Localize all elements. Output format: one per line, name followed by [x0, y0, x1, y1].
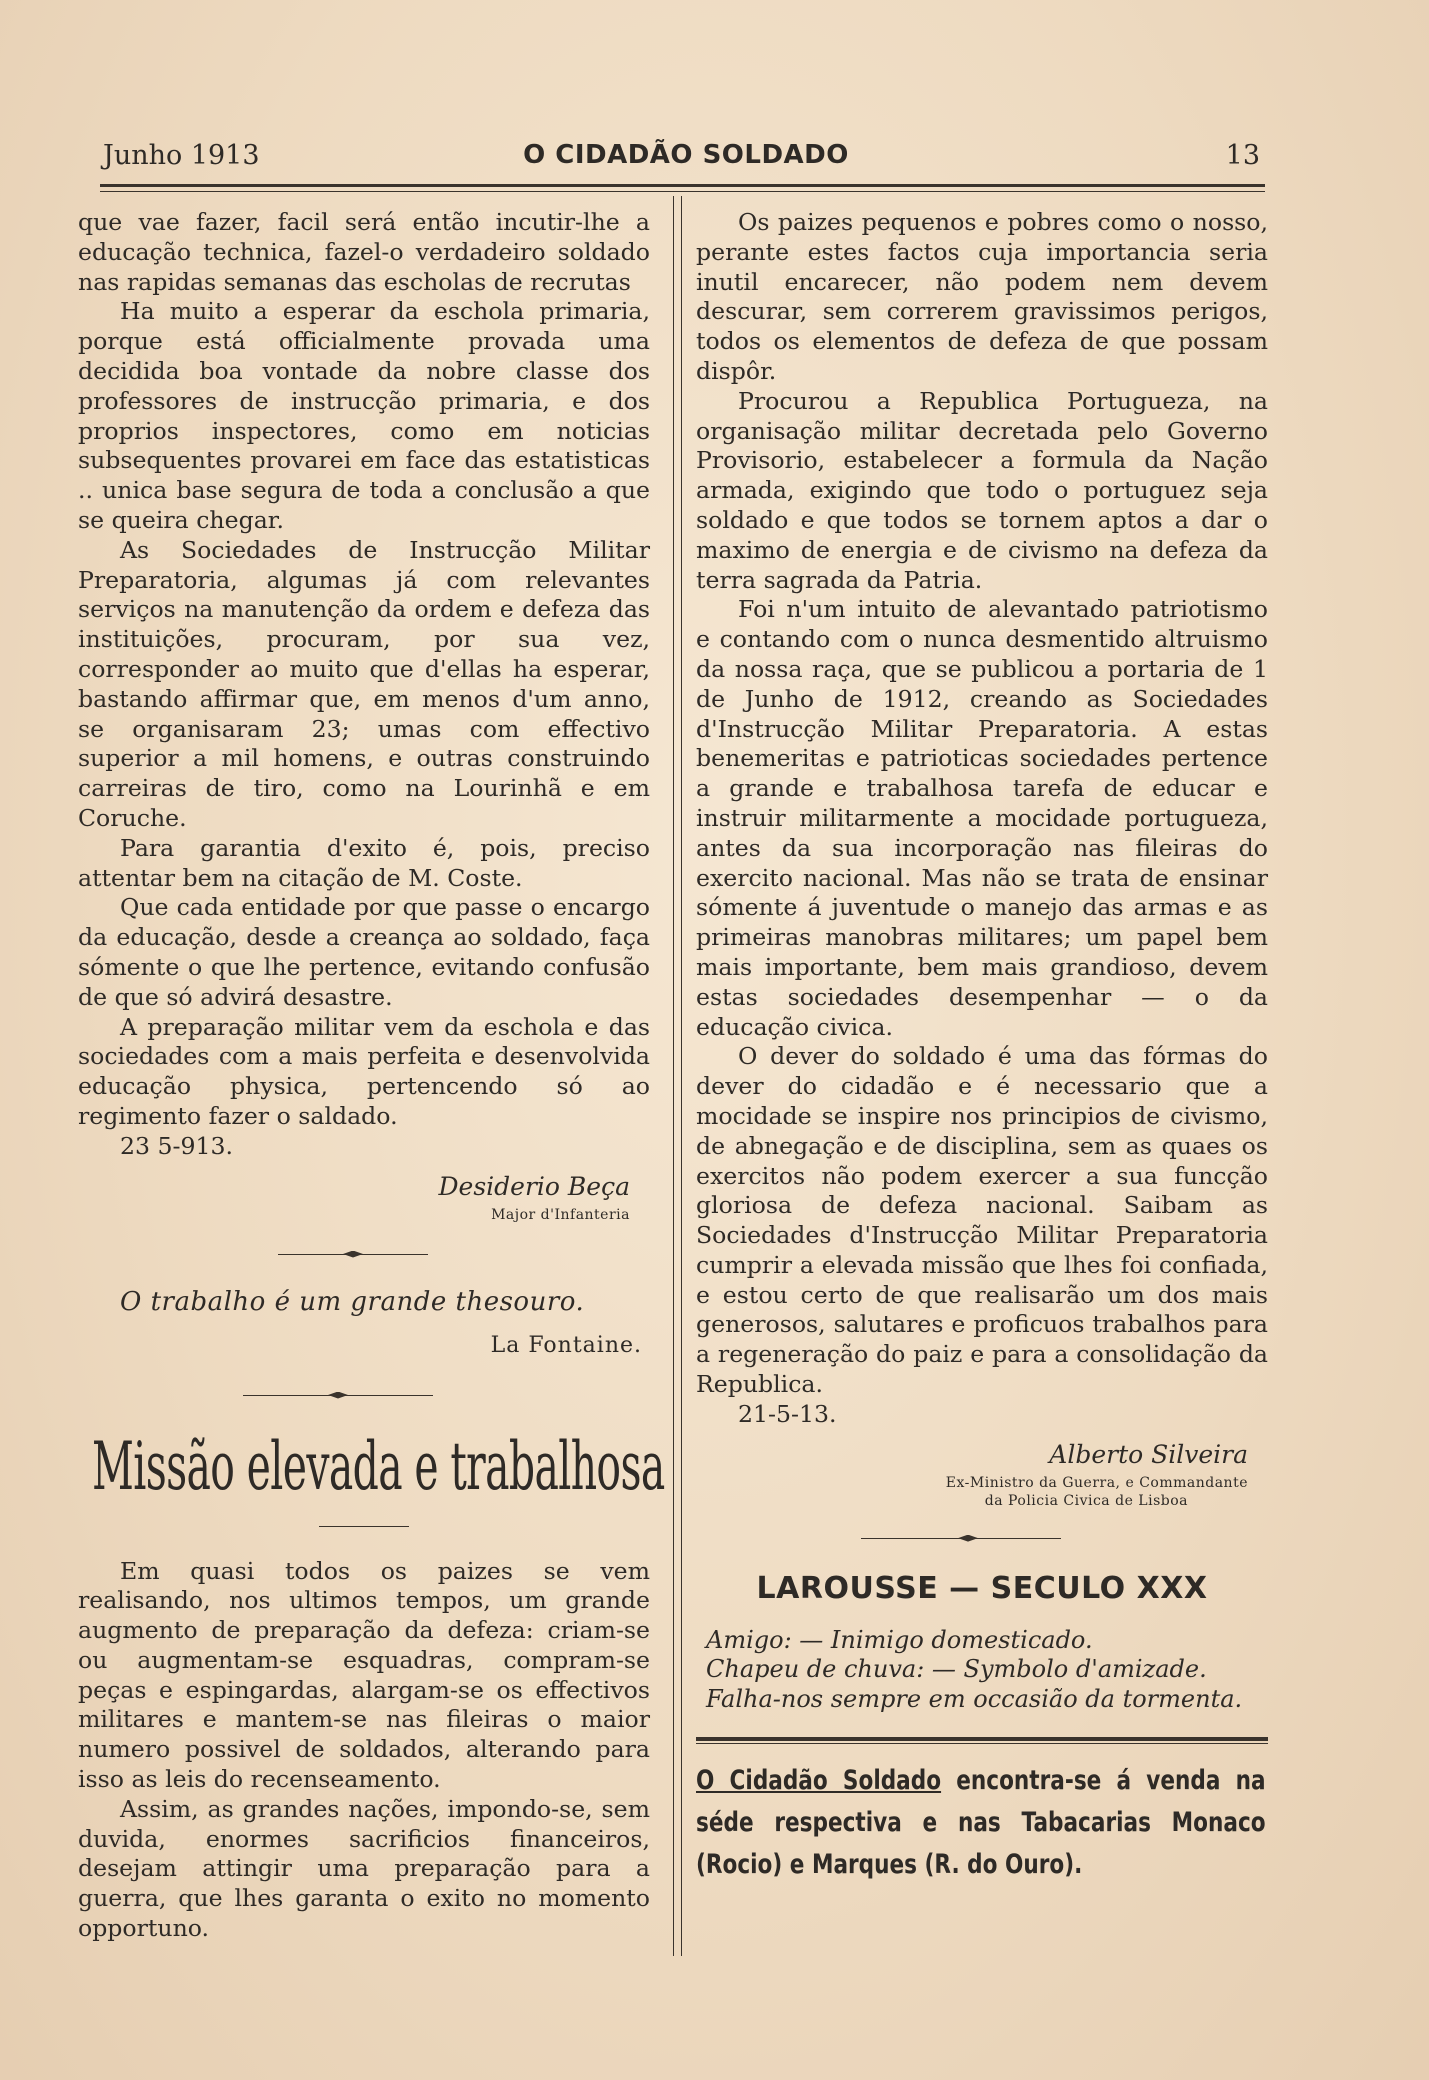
- title-rule: [319, 1526, 409, 1527]
- larousse-heading: LAROUSSE — SECULO XXX: [756, 1570, 1208, 1606]
- ornament-diamond: [343, 1251, 363, 1258]
- paragraph: Foi n'um intuito de alevantado patriotismo e contando com o nunca desmentido altruismo da nossa raça, que se publicou a portaria de 1 de Junho de 1912, creando as Sociedades d'Instrucção Militar Preparatoria. A estas benemeritas e patrioticas sociedades pertence a grande e trabalhosa tarefa de educar e instruir militarmente a mocidade portugueza, antes da sua incorporação nas fileiras do exercito nacional. Mas não se trata de ensinar sómente á juventude o manejo das armas e as primeiras manobras militares; um papel bem mais importante, bem mais grandioso, devem estas sociedades desempenhar — o da educação civica.: [696, 595, 1268, 1041]
- paragraph: Em quasi todos os paizes se vem realisando, nos ultimos tempos, um grande augmento de preparação da defeza: criam-se ou augmentam-se esquadras, compram-se peças e espingardas, alargam-se os effectivos militares e mantem-se nas fileiras o maior numero possivel de soldados, alterando para isso as leis do recenseamento.: [78, 1556, 650, 1794]
- author-signature: Alberto Silveira: [1049, 1439, 1248, 1469]
- left-article-body: [78, 208, 650, 1162]
- ornament-divider: [78, 1392, 650, 1400]
- author-signature: Desiderio Beça: [438, 1171, 630, 1201]
- definition: Amigo: — Inimigo domesticado.: [706, 1625, 1093, 1654]
- author-title: da Policia Civica de Lisboa: [984, 1492, 1188, 1509]
- ornament-divider: [696, 1535, 1268, 1543]
- paragraph: O dever do soldado é uma das fórmas do dever do cidadão e é necessario que a mocidade se inspire nos principios de civismo, de abnegação e de disciplina, sem as quaes os exercitos não podem exercer a sua funcção gloriosa de defeza nacional. Saibam as Sociedades d'Instrucção Militar Preparatoria cumprir a elevada missão que lhes foi confiada, e estou certo de que realisarão um dos mais generosos, salutares e proficuos trabalhos para a regeneração do paiz e para a consolidação da Republica.: [696, 1042, 1268, 1399]
- paragraph: Os paizes pequenos e pobres como o nosso, perante estes factos cuja importancia seria inutil encarecer, não podem nem devem descurar, sem correrem gravissimos perigos, todos os elementos de defeza de que possam dispôr.: [696, 208, 1268, 385]
- article-title: Missão elevada e trabalhosa: [92, 1427, 665, 1505]
- column-divider: [673, 196, 682, 1956]
- paragraph: Assim, as grandes nações, impondo-se, sem duvida, enormes sacrificios financeiros, desejam attingir uma preparação para a guerra, que lhes garanta o exito no momento opportuno.: [78, 1794, 650, 1943]
- page-header: [100, 140, 1272, 180]
- paragraph: Ha muito a esperar da eschola primaria, porque está officialmente provada uma decidida boa vontade da nobre classe dos professores de instrucção primaria, e dos proprios inspectores, como em noticias subsequentes provarei em face das estatisticas .. unica base segura de toda a conclusão a que se queira chegar.: [78, 297, 650, 534]
- right-article-body: [696, 208, 1268, 1430]
- page-number: 13: [1225, 140, 1260, 171]
- paragraph: que vae fazer, facil será então incutir-lhe a educação technica, fazel-o verdadeiro soldado nas rapidas semanas das escholas de recrutas: [78, 208, 650, 296]
- double-rule: [696, 1737, 1268, 1744]
- mission-article-body: [78, 1557, 650, 1944]
- paragraph: As Sociedades de Instrucção Militar Preparatoria, algumas já com relevantes serviços na manutenção da ordem e defeza das instituições, procuram, por sua vez, corresponder ao muito que d'ellas ha esperar, bastando affirmar que, em menos d'um anno, se organisaram 23; umas com effectivo superior a mil homens, e outras construindo carreiras de tiro, como na Lourinhã e em Coruche.: [78, 535, 650, 832]
- paragraph: Procurou a Republica Portugueza, na organisação militar decretada pelo Governo Provisorio, estabelecer a formula da Nação armada, exigindo que todo o portuguez seja soldado e que todos se tornem aptos a dar o maximo de energia e de civismo na defeza da terra sagrada da Patria.: [696, 386, 1268, 594]
- article-date: 21-5-13.: [738, 1399, 837, 1428]
- header-date: Junho 1913: [103, 140, 260, 171]
- author-title: Major d'Infanteria: [491, 1206, 630, 1223]
- paragraph: Para garantia d'exito é, pois, preciso attentar bem na citação de M. Coste.: [78, 833, 650, 892]
- ad-text: encontra-se á venda na séde respectiva e nas Tabacarias Monaco (Rocio) e Marques (R. do Ouro).: [696, 1765, 1266, 1881]
- author-title: Ex-Ministro da Guerra, e Commandante: [945, 1474, 1248, 1491]
- definition: Chapeu de chuva: — Symbolo d'amizade. Falha-nos sempre em occasião da tormenta.: [706, 1655, 1243, 1714]
- paragraph: Que cada entidade por que passe o encargo da educação, desde a creança ao soldado, faça sómente o que lhe pertence, evitando confusão de que só advirá desastre.: [78, 893, 650, 1011]
- ornament-divider: [78, 1251, 650, 1259]
- paragraph: A preparação militar vem da eschola e das sociedades com a mais perfeita e desenvolvida educação physica, pertencendo só ao regimento fazer o saldado.: [78, 1012, 650, 1130]
- article-date: 23 5-913.: [120, 1131, 234, 1160]
- ornament-diamond: [328, 1392, 348, 1399]
- header-rule: [100, 184, 1265, 192]
- left-column: [78, 208, 665, 1944]
- right-column: [696, 208, 1268, 1886]
- ornament-diamond: [958, 1535, 978, 1542]
- sales-notice: [696, 1760, 1266, 1886]
- larousse-definitions: [706, 1626, 1268, 1715]
- newspaper-title: O CIDADÃO SOLDADO: [523, 140, 849, 170]
- quote-author: La Fontaine.: [490, 1332, 642, 1358]
- quote-text: O trabalho é um grande thesouro.: [120, 1286, 585, 1317]
- ad-newspaper-name: O Cidadão Soldado: [696, 1765, 942, 1797]
